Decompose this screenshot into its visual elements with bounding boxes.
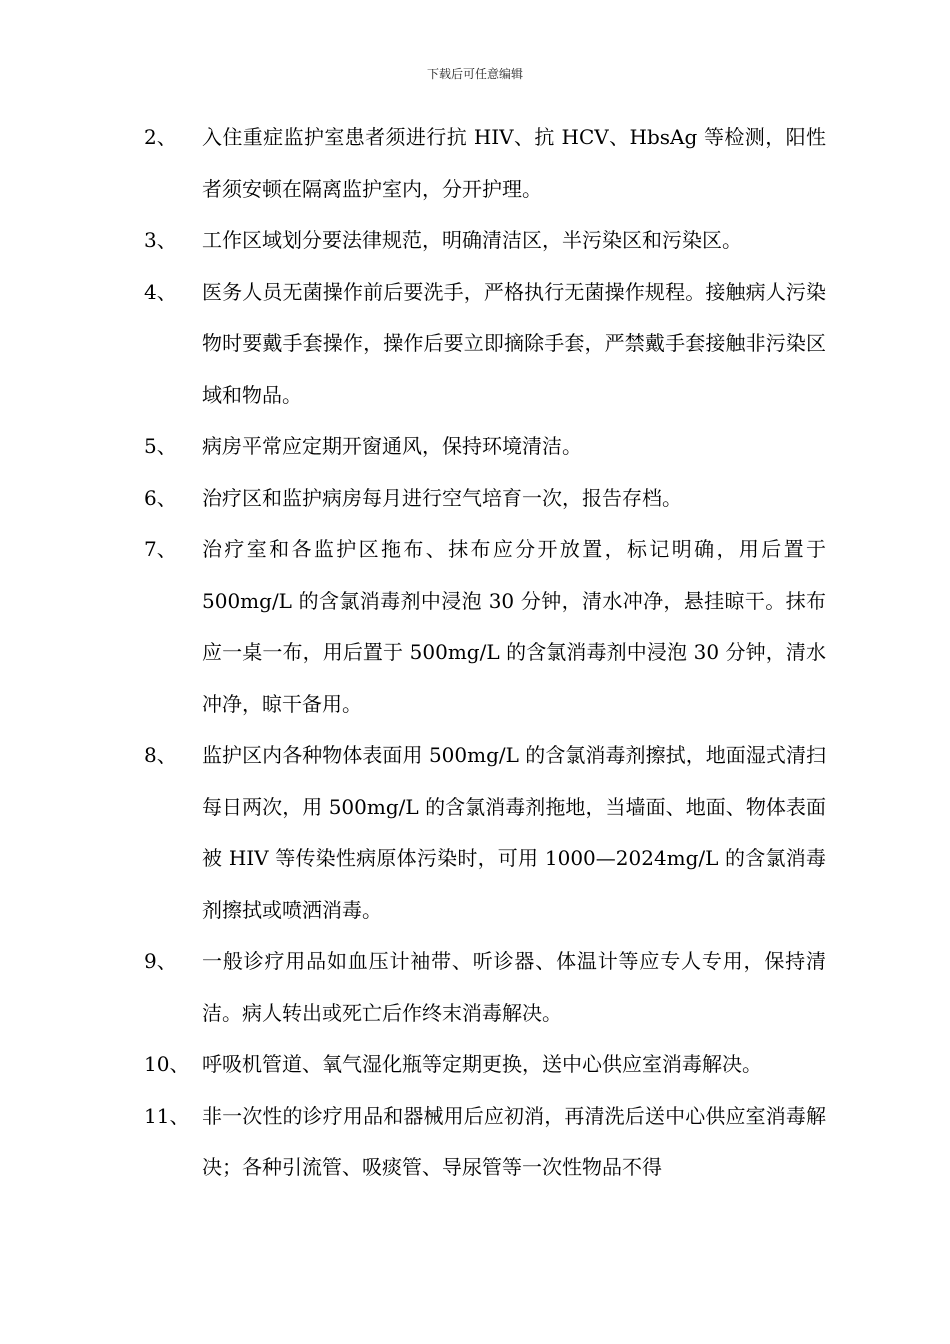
list-item: [0, 473, 826, 525]
list-item: [0, 112, 826, 215]
item-text: 呼吸机管道、氧气湿化瓶等定期更换，送中心供应室消毒解决。: [202, 1052, 762, 1076]
list-item: [0, 421, 826, 473]
list-item: [0, 1091, 826, 1194]
item-text: 工作区域划分要法律规范，明确清洁区，半污染区和污染区。: [202, 228, 742, 252]
item-number: 7、: [144, 537, 177, 561]
list-item: [0, 1039, 826, 1091]
list-item: [0, 936, 826, 1039]
item-number: 11、: [144, 1103, 190, 1128]
list-item: [0, 215, 826, 267]
item-text: 治疗区和监护病房每月进行空气培育一次，报告存档。: [202, 485, 682, 510]
item-number: 10、: [144, 1052, 190, 1076]
list-item: [0, 524, 826, 730]
item-number: 3、: [144, 228, 177, 252]
item-number: 6、: [144, 485, 177, 510]
item-number: 5、: [144, 434, 177, 458]
list-item: [0, 267, 826, 422]
list-item: [0, 730, 826, 936]
item-text: 治疗室和各监护区拖布、抹布应分开放置，标记明确，用后置于 500mg/L 的含氯消毒剂中浸泡 30 分钟，清水冲净，悬挂晾干。抹布应一桌一布，用后置于 500mg/L 的含氯消毒剂中浸泡 30 分钟，清水冲净，晾干备用。: [202, 537, 826, 716]
item-text: 病房平常应定期开窗通风，保持环境清洁。: [202, 434, 582, 458]
page-header: 下载后可任意编辑: [426, 67, 523, 81]
item-text: 非一次性的诊疗用品和器械用后应初消，再清洗后送中心供应室消毒解决；各种引流管、吸痰管、导尿管等一次性物品不得: [202, 1103, 826, 1179]
item-text: 监护区内各种物体表面用 500mg/L 的含氯消毒剂擦拭，地面湿式清扫每日两次，用 500mg/L 的含氯消毒剂拖地，当墙面、地面、物体表面被 HIV 等传染性病原体污染时，可用 1000—2024mg/L 的含氯消毒剂擦拭或喷洒消毒。: [202, 743, 826, 922]
item-number: 8、: [144, 743, 177, 767]
item-number: 2、: [144, 125, 177, 149]
item-number: 9、: [144, 949, 177, 973]
item-text: 一般诊疗用品如血压计袖带、听诊器、体温计等应专人专用，保持清洁。病人转出或死亡后作终末消毒解决。: [202, 949, 826, 1025]
item-text: 医务人员无菌操作前后要洗手，严格执行无菌操作规程。接触病人污染物时要戴手套操作，操作后要立即摘除手套，严禁戴手套接触非污染区域和物品。: [202, 279, 826, 407]
document-body: [0, 112, 950, 1194]
item-text: 入住重症监护室患者须进行抗 HIV、抗 HCV、HbsAg 等检测，阳性者须安顿在隔离监护室内，分开护理。: [202, 125, 826, 201]
item-number: 4、: [144, 279, 177, 304]
